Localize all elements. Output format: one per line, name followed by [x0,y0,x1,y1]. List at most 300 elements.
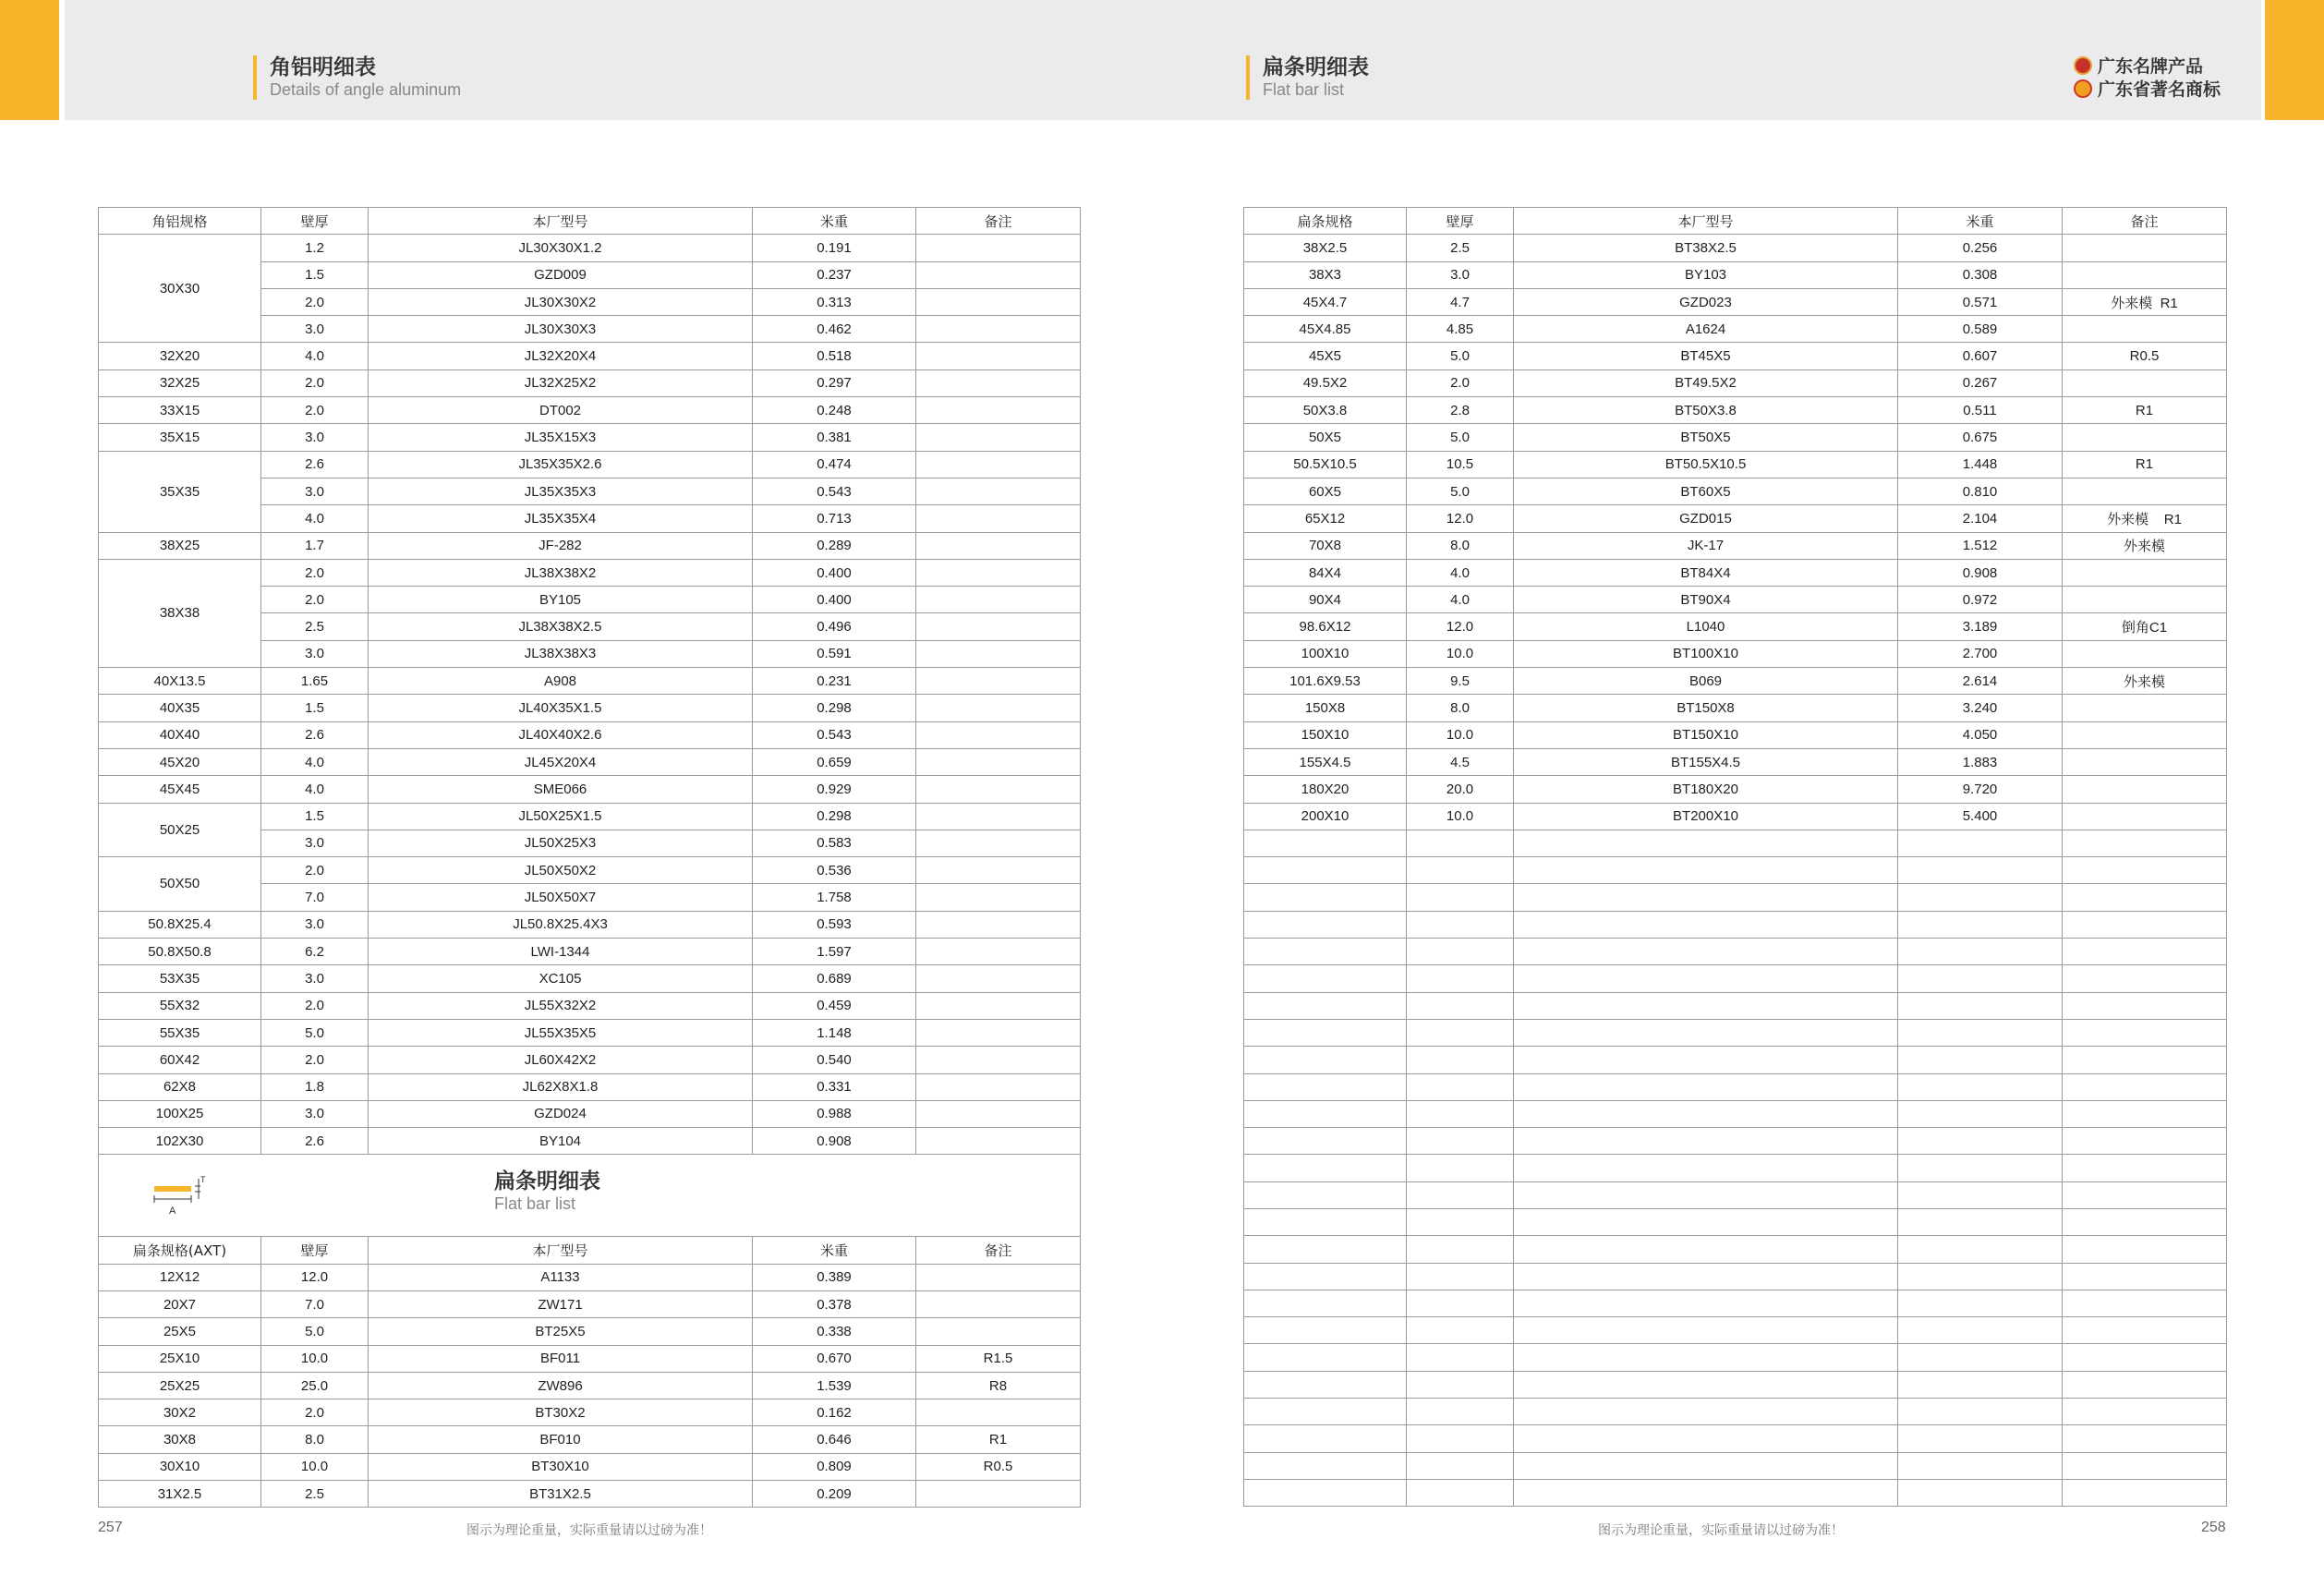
model-cell: JL35X15X3 [369,424,753,451]
right-accent-bar [2265,0,2324,120]
thickness-cell: 3.0 [261,316,369,343]
weight-cell: 3.189 [1898,613,2063,640]
model-cell: BT60X5 [1514,478,1898,504]
trademark-seal-icon [2074,79,2092,98]
empty-cell [1244,1155,1407,1181]
model-cell: BT49.5X2 [1514,369,1898,396]
spec-cell: 50.8X25.4 [99,911,261,938]
model-cell: JL30X30X3 [369,316,753,343]
empty-table-row [1244,1479,2227,1506]
thickness-cell: 3.0 [261,965,369,992]
model-cell: BT84X4 [1514,559,1898,586]
empty-cell [1898,1155,2063,1181]
empty-cell [1244,1263,1407,1290]
model-cell: BT50X3.8 [1514,397,1898,424]
empty-cell [2063,1452,2227,1479]
table-row [99,1128,1081,1155]
model-cell: BT200X10 [1514,803,1898,830]
spec-cell: 55X32 [99,992,261,1019]
thickness-cell: 20.0 [1407,776,1514,803]
spec-cell: 49.5X2 [1244,369,1407,396]
spec-cell: 40X40 [99,721,261,748]
model-cell: BF011 [369,1345,753,1372]
right-footer-note: 图示为理论重量，实际重量请以过磅为准！ [1598,1523,1844,1538]
note-cell [916,911,1081,938]
note-cell [916,532,1081,559]
empty-cell [2063,857,2227,884]
table-row [1244,803,2227,830]
model-cell: BF010 [369,1426,753,1453]
spec-cell: 35X15 [99,424,261,451]
model-cell: JL35X35X3 [369,478,753,504]
spec-cell: 98.6X12 [1244,613,1407,640]
model-cell: JL30X30X1.2 [369,235,753,261]
model-cell: L1040 [1514,613,1898,640]
thickness-cell: 2.0 [261,559,369,586]
table-row [99,992,1081,1019]
model-cell: JL60X42X2 [369,1047,753,1073]
empty-cell [1898,1317,2063,1344]
model-cell: JL50.8X25.4X3 [369,911,753,938]
empty-table-row [1244,1344,2227,1371]
model-cell: JK-17 [1514,532,1898,559]
empty-cell [2063,830,2227,856]
table-row [1244,613,2227,640]
diagram-label-t: T [200,1175,206,1185]
spec-cell: 150X10 [1244,721,1407,748]
thickness-cell: 5.0 [261,1318,369,1345]
empty-cell [1407,1317,1514,1344]
weight-cell: 0.474 [753,451,916,478]
empty-cell [1514,1479,1898,1506]
table-row [99,559,1081,586]
empty-cell [1514,1236,1898,1263]
empty-cell [1514,1317,1898,1344]
thickness-cell: 3.0 [261,424,369,451]
spec-cell: 100X25 [99,1100,261,1127]
empty-table-row [1244,965,2227,992]
note-cell [2063,369,2227,396]
table-header-row [1244,208,2227,235]
empty-table-row [1244,1290,2227,1316]
empty-cell [1244,1128,1407,1155]
spec-cell: 150X8 [1244,695,1407,721]
note-cell [916,505,1081,532]
empty-cell [1514,1155,1898,1181]
model-cell: JL50X50X7 [369,884,753,911]
table-row [99,1047,1081,1073]
flat-bar-subtitle [494,1169,600,1214]
model-cell: JL35X35X2.6 [369,451,753,478]
note-cell [916,1019,1081,1046]
table-row [99,1345,1081,1372]
thickness-cell: 4.7 [1407,288,1514,315]
column-header: 扁条规格 [1244,208,1407,235]
thickness-cell: 8.0 [1407,532,1514,559]
empty-cell [1514,1371,1898,1398]
table-row [99,235,1081,261]
note-cell: R0.5 [2063,343,2227,369]
note-cell: R1.5 [916,1345,1081,1372]
spec-cell: 102X30 [99,1128,261,1155]
empty-table-row [1244,830,2227,856]
model-cell: BY104 [369,1128,753,1155]
spec-cell: 30X2 [99,1399,261,1426]
note-cell: R1 [2063,451,2227,478]
column-header: 本厂型号 [369,208,753,235]
note-cell: R0.5 [916,1453,1081,1480]
note-cell [2063,776,2227,803]
brand-line-2: 广东省著名商标 [2098,79,2221,100]
weight-cell: 0.400 [753,559,916,586]
model-cell: JL55X32X2 [369,992,753,1019]
empty-cell [1514,1019,1898,1046]
weight-cell: 9.720 [1898,776,2063,803]
model-cell: BY105 [369,587,753,613]
weight-cell: 0.313 [753,288,916,315]
note-cell [916,261,1081,288]
table-row [1244,451,2227,478]
note-cell [916,369,1081,396]
empty-cell [1407,830,1514,856]
weight-cell: 0.389 [753,1264,916,1290]
model-cell: XC105 [369,965,753,992]
empty-cell [2063,1019,2227,1046]
empty-cell [1898,1263,2063,1290]
model-cell: BT31X2.5 [369,1481,753,1508]
empty-cell [2063,1128,2227,1155]
table-row [99,1372,1081,1399]
spec-cell: 60X42 [99,1047,261,1073]
empty-cell [1407,965,1514,992]
weight-cell: 0.162 [753,1399,916,1426]
weight-cell: 0.675 [1898,424,2063,451]
model-cell: BT50.5X10.5 [1514,451,1898,478]
spec-cell: 38X25 [99,532,261,559]
weight-cell: 0.540 [753,1047,916,1073]
weight-cell: 0.536 [753,857,916,884]
spec-cell: 25X10 [99,1345,261,1372]
table-row [1244,505,2227,532]
weight-cell: 0.297 [753,369,916,396]
thickness-cell: 2.0 [261,397,369,424]
weight-cell: 0.298 [753,803,916,830]
empty-cell [1898,1425,2063,1452]
right-page-title [1246,55,1369,100]
empty-table-row [1244,1371,2227,1398]
empty-table-row [1244,884,2227,911]
empty-table-row [1244,1317,2227,1344]
empty-cell [1244,857,1407,884]
weight-cell: 5.400 [1898,803,2063,830]
note-cell [916,451,1081,478]
column-header: 壁厚 [261,1237,369,1264]
table-header-row [99,208,1081,235]
empty-cell [2063,992,2227,1019]
empty-cell [1244,1047,1407,1073]
table-row [1244,397,2227,424]
table-row [1244,587,2227,613]
note-cell [916,613,1081,640]
table-row [99,1073,1081,1100]
model-cell: BT180X20 [1514,776,1898,803]
empty-table-row [1244,1208,2227,1235]
spec-cell: 30X8 [99,1426,261,1453]
weight-cell: 2.104 [1898,505,2063,532]
table-row [1244,343,2227,369]
empty-table-row [1244,1181,2227,1208]
empty-cell [1514,1047,1898,1073]
flat-header-row [99,1237,1081,1264]
spec-cell: 30X30 [99,235,261,343]
empty-cell [1514,1263,1898,1290]
left-title-cn: 角铝明细表 [270,55,376,79]
note-cell [916,721,1081,748]
note-cell [916,695,1081,721]
table-row [1244,776,2227,803]
empty-cell [1514,1290,1898,1316]
thickness-cell: 2.5 [1407,235,1514,261]
right-page-number: 258 [2201,1520,2226,1535]
note-cell: 倒角C1 [2063,613,2227,640]
thickness-cell: 10.5 [1407,451,1514,478]
empty-cell [1244,1236,1407,1263]
weight-cell: 1.512 [1898,532,2063,559]
table-row [1244,478,2227,504]
empty-cell [1407,1263,1514,1290]
weight-cell: 0.209 [753,1481,916,1508]
empty-cell [2063,1479,2227,1506]
empty-cell [1514,1128,1898,1155]
empty-table-row [1244,1452,2227,1479]
spec-cell: 45X45 [99,776,261,803]
empty-cell [1407,1100,1514,1127]
flat-subtitle-en: Flat bar list [494,1194,576,1214]
model-cell: JL32X20X4 [369,343,753,369]
empty-cell [1898,1452,2063,1479]
empty-cell [2063,884,2227,911]
thickness-cell: 2.0 [261,1047,369,1073]
empty-cell [1898,1399,2063,1425]
column-header: 米重 [1898,208,2063,235]
empty-cell [1898,1371,2063,1398]
thickness-cell: 5.0 [261,1019,369,1046]
thickness-cell: 1.2 [261,235,369,261]
weight-cell: 0.289 [753,532,916,559]
note-cell [916,1128,1081,1155]
spec-cell: 38X2.5 [1244,235,1407,261]
note-cell [2063,235,2227,261]
empty-table-row [1244,1399,2227,1425]
model-cell: JL38X38X2.5 [369,613,753,640]
weight-cell: 0.908 [1898,559,2063,586]
thickness-cell: 2.6 [261,721,369,748]
table-row [99,668,1081,695]
empty-cell [2063,939,2227,965]
thickness-cell: 8.0 [1407,695,1514,721]
empty-cell [1407,1371,1514,1398]
column-header: 本厂型号 [1514,208,1898,235]
empty-table-row [1244,939,2227,965]
weight-cell: 0.689 [753,965,916,992]
spec-cell: 45X20 [99,748,261,775]
thickness-cell: 2.8 [1407,397,1514,424]
empty-cell [1244,992,1407,1019]
thickness-cell: 10.0 [261,1345,369,1372]
weight-cell: 0.462 [753,316,916,343]
weight-cell: 0.400 [753,587,916,613]
model-cell: GZD009 [369,261,753,288]
empty-cell [1514,857,1898,884]
note-cell: 外来模 R1 [2063,288,2227,315]
empty-cell [1514,1073,1898,1100]
thickness-cell: 10.0 [1407,803,1514,830]
table-row [99,1290,1081,1317]
weight-cell: 2.614 [1898,668,2063,695]
empty-cell [1407,1073,1514,1100]
weight-cell: 1.883 [1898,748,2063,775]
weight-cell: 0.248 [753,397,916,424]
model-cell: DT002 [369,397,753,424]
note-cell [916,830,1081,856]
empty-cell [1898,1479,2063,1506]
empty-cell [1407,884,1514,911]
thickness-cell: 3.0 [1407,261,1514,288]
table-row [99,1264,1081,1290]
empty-table-row [1244,1128,2227,1155]
thickness-cell: 2.5 [261,613,369,640]
thickness-cell: 2.0 [261,857,369,884]
empty-cell [2063,1371,2227,1398]
thickness-cell: 2.0 [261,369,369,396]
thickness-cell: 12.0 [1407,613,1514,640]
empty-cell [1244,1399,1407,1425]
model-cell: BT100X10 [1514,640,1898,667]
empty-cell [2063,1399,2227,1425]
spec-cell: 45X4.85 [1244,316,1407,343]
note-cell [916,1073,1081,1100]
spec-cell: 84X4 [1244,559,1407,586]
empty-cell [2063,911,2227,938]
note-cell [2063,424,2227,451]
note-cell [916,748,1081,775]
empty-cell [1244,1290,1407,1316]
empty-cell [2063,1236,2227,1263]
spec-cell: 38X38 [99,559,261,667]
weight-cell: 0.381 [753,424,916,451]
empty-cell [1898,1073,2063,1100]
empty-cell [1514,1425,1898,1452]
weight-cell: 0.607 [1898,343,2063,369]
column-header: 备注 [916,208,1081,235]
weight-cell: 0.308 [1898,261,2063,288]
brand-row-1 [2074,54,2221,77]
empty-cell [1898,830,2063,856]
empty-cell [1244,911,1407,938]
flat-subtitle-cn: 扁条明细表 [494,1169,600,1194]
model-cell: A1624 [1514,316,1898,343]
model-cell: A908 [369,668,753,695]
thickness-cell: 12.0 [1407,505,1514,532]
right-title-cn: 扁条明细表 [1263,55,1369,79]
column-header: 米重 [753,1237,916,1264]
spec-cell: 50X3.8 [1244,397,1407,424]
note-cell [916,1100,1081,1127]
empty-cell [1898,939,2063,965]
thickness-cell: 2.6 [261,1128,369,1155]
diagram-label-a: A [169,1205,176,1218]
empty-cell [1407,1344,1514,1371]
thickness-cell: 2.0 [261,288,369,315]
thickness-cell: 4.0 [261,748,369,775]
note-cell [916,640,1081,667]
empty-cell [1898,1208,2063,1235]
empty-cell [1898,1019,2063,1046]
note-cell [916,1481,1081,1508]
empty-cell [1244,1019,1407,1046]
empty-cell [1514,939,1898,965]
weight-cell: 0.810 [1898,478,2063,504]
empty-table-row [1244,992,2227,1019]
column-header: 备注 [916,1237,1081,1264]
note-cell [916,424,1081,451]
column-header: 备注 [2063,208,2227,235]
note-cell [916,343,1081,369]
empty-cell [1407,911,1514,938]
model-cell: JL50X50X2 [369,857,753,884]
spec-cell: 38X3 [1244,261,1407,288]
empty-cell [1407,1425,1514,1452]
weight-cell: 0.256 [1898,235,2063,261]
empty-cell [2063,1181,2227,1208]
spec-cell: 60X5 [1244,478,1407,504]
weight-cell: 0.543 [753,721,916,748]
empty-cell [1244,1073,1407,1100]
model-cell: JL35X35X4 [369,505,753,532]
empty-cell [1407,1128,1514,1155]
weight-cell: 0.496 [753,613,916,640]
empty-cell [1407,1452,1514,1479]
note-cell [2063,559,2227,586]
empty-cell [1407,1181,1514,1208]
note-cell [916,1290,1081,1317]
empty-cell [1244,1100,1407,1127]
table-row [99,939,1081,965]
empty-cell [1898,911,2063,938]
note-cell [2063,316,2227,343]
empty-cell [1244,965,1407,992]
model-cell: JL50X25X1.5 [369,803,753,830]
spec-cell: 35X35 [99,451,261,532]
empty-cell [1514,1399,1898,1425]
empty-cell [2063,1155,2227,1181]
left-footer-note: 图示为理论重量，实际重量请以过磅为准！ [466,1523,712,1538]
note-cell [916,776,1081,803]
note-cell [2063,748,2227,775]
spec-cell: 32X25 [99,369,261,396]
note-cell [916,1399,1081,1426]
empty-table-row [1244,1236,2227,1263]
weight-cell: 0.191 [753,235,916,261]
table-row [1244,532,2227,559]
empty-cell [1407,1290,1514,1316]
thickness-cell: 5.0 [1407,343,1514,369]
empty-cell [1244,1425,1407,1452]
table-row [99,1399,1081,1426]
table-row [1244,235,2227,261]
empty-cell [1898,1181,2063,1208]
weight-cell: 0.237 [753,261,916,288]
